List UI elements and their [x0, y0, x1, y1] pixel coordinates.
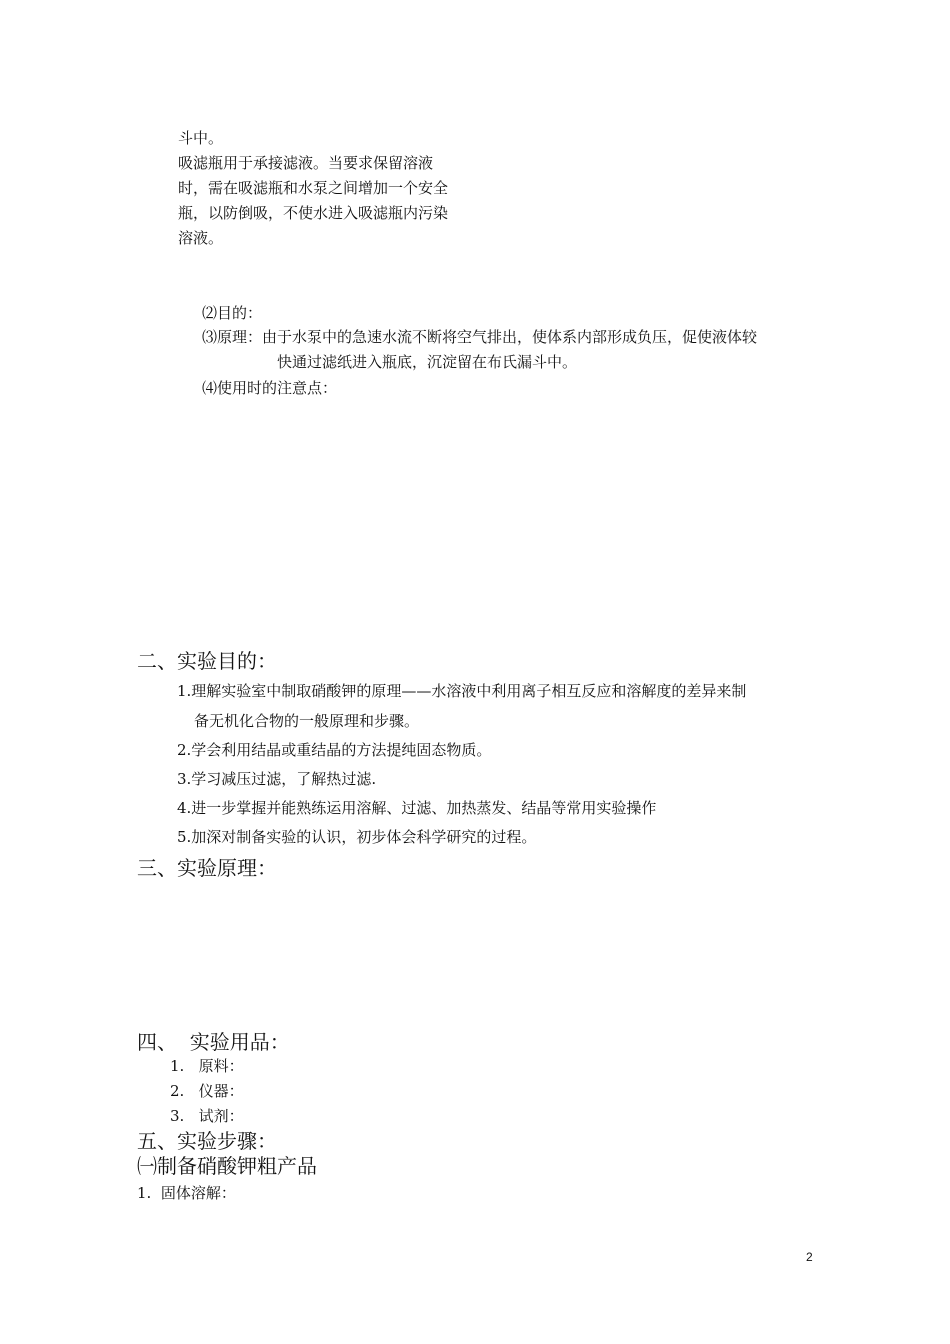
item-notes: ⑷使用时的注意点： — [202, 379, 338, 397]
item-principle-line-2: 快通过滤纸进入瓶底，沉淀留在布氏漏斗中。 — [277, 353, 578, 371]
materials-item: 1. 原料： — [170, 1057, 244, 1075]
intro-line-3: 时，需在吸滤瓶和水泵之间增加一个安全 — [178, 179, 449, 197]
item-purpose: ⑵目的： — [202, 304, 263, 322]
intro-line-2: 吸滤瓶用于承接滤液。当要求保留溶液 — [178, 154, 434, 172]
section5-heading: 五、实验步骤： — [137, 1129, 277, 1153]
goal-2: 2.学会利用结晶或重结晶的方法提纯固态物质。 — [177, 741, 492, 759]
step-1: 1. 固体溶解： — [137, 1184, 236, 1202]
goal-4: 4.进一步掌握并能熟练运用溶解、过滤、加热蒸发、结晶等常用实验操作 — [177, 799, 657, 817]
intro-line-5: 溶液。 — [178, 229, 224, 247]
section2-heading: 二、实验目的： — [137, 649, 277, 673]
instruments-item: 2. 仪器： — [170, 1082, 244, 1100]
section3-heading: 三、实验原理： — [137, 856, 277, 880]
goal-3: 3.学习减压过滤，了解热过滤. — [177, 770, 377, 788]
goal-1a: 1.理解实验室中制取硝酸钾的原理——水溶液中利用离子相互反应和溶解度的差异来制 — [177, 682, 747, 700]
goal-5: 5.加深对制备实验的认识，初步体会科学研究的过程。 — [177, 828, 537, 846]
item-principle-line-1: ⑶原理：由于水泵中的急速水流不断将空气排出，使体系内部形成负压，促使液体较 — [202, 328, 758, 346]
section5-subheading: ㈠制备硝酸钾粗产品 — [137, 1154, 317, 1178]
intro-line-1: 斗中。 — [178, 129, 224, 147]
goal-1b: 备无机化合物的一般原理和步骤。 — [194, 712, 420, 730]
reagents-item: 3. 试剂： — [170, 1107, 244, 1125]
intro-line-4: 瓶，以防倒吸，不使水进入吸滤瓶内污染 — [178, 204, 449, 222]
page-number: 2 — [806, 1250, 813, 1264]
section4-heading: 四、 实验用品： — [137, 1030, 290, 1054]
